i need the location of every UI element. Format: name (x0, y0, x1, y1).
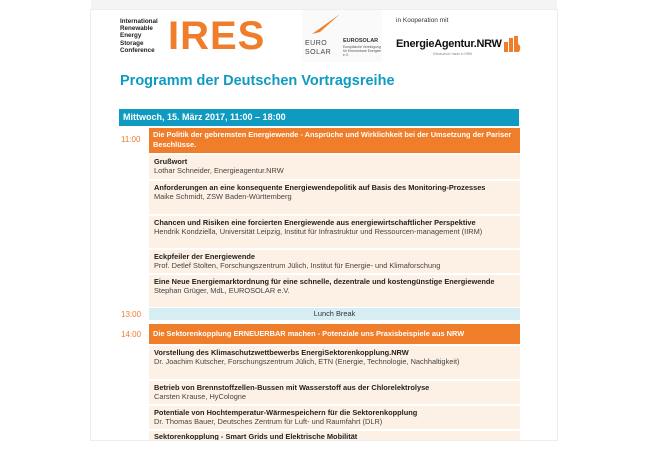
day-header: Mittwoch, 15. März 2017, 11:00 – 18:00 (119, 109, 519, 126)
svg-text:SOLAR: SOLAR (305, 49, 332, 56)
talk-speaker: Maike Schmidt, ZSW Baden-Württemberg (154, 192, 292, 201)
talk-speaker: Lothar Schneider, Energieagentur.NRW (154, 166, 284, 175)
energieagentur-mark-icon (504, 36, 522, 52)
talk-item (149, 275, 520, 307)
energieagentur-logo: EnergieAgentur.NRW (396, 38, 502, 50)
talk-speaker: Carsten Krause, HyCologne (154, 392, 247, 401)
talk-title: Potentiale von Hochtemperatur-Wärmespeichern für die Sektorenkopplung (154, 408, 418, 417)
session-time: 11:00 (121, 135, 141, 144)
talk-speaker: Stephan Grüger, MdL, EUROSOLAR e.V. (154, 286, 290, 295)
talk-title: Eine Neue Energiemarktordnung für eine schnelle, dezentrale und kostengünstige Energiewende (154, 277, 495, 286)
session-title: Die Sektorenkopplung ERNEUERBAR machen - Potenziale uns Praxisbeispiele aus NRW (149, 324, 520, 344)
eurosolar-name: EUROSOLAR (343, 38, 379, 44)
talk-title: Chancen und Risiken eine forcierten Energiewende aus energiewirtschaftlicher Perspektive (154, 218, 476, 227)
talk-title: Grußwort (154, 157, 188, 166)
top-band (91, 0, 557, 10)
eurosolar-logo-icon (304, 12, 342, 60)
svg-text:EURO: EURO (305, 40, 328, 47)
conference-line: Conference (120, 46, 155, 54)
talk-item (149, 181, 520, 214)
session-time: 14:00 (121, 330, 142, 339)
conference-line: Energy (120, 32, 142, 40)
talk-item (149, 216, 520, 248)
talk-item (149, 431, 520, 440)
talk-speaker: Prof. Detlef Stolten, Forschungszentrum Jülich, Institut für Energie- und Klimaforschung (154, 261, 441, 270)
talk-title: Betrieb von Brennstoffzellen-Bussen mit Wasserstoff aus der Chlorelektrolyse (154, 383, 430, 392)
talk-speaker: Dr. Thomas Bauer, Deutsches Zentrum für Luft- und Raumfahrt (DLR) (154, 417, 383, 426)
eurosolar-description: Europäische Vereinigung für Erneuerbare Energien e.V. (343, 45, 382, 57)
ires-logo: IRES (168, 14, 266, 58)
talk-title: Vorstellung des Klimaschutzwettbewerbs EnergiSektorenkopplung.NRW (154, 348, 409, 357)
talk-title: Eckpfeiler der Energiewende (154, 252, 256, 261)
talk-speaker: Hendrik Kondziella, Universität Leipzig, Institut für Infrastruktur und Ressourcen-management (IIRM) (154, 227, 483, 236)
conference-line: Renewable (120, 25, 153, 33)
talk-item (149, 346, 520, 379)
conference-line: Storage (120, 39, 144, 47)
talk-item (149, 381, 520, 404)
talk-item (149, 406, 520, 429)
conference-name (120, 18, 168, 54)
session-title: Die Politik der gebremsten Energiewende - Ansprüche und Wirklichkeit bei der Umsetzung der Pariser Beschlüsse. (149, 128, 520, 153)
lunch-time: 13:00 (121, 310, 142, 319)
talk-title: Sektorenkopplung - Smart Grids und Elektrische Mobilität (154, 432, 358, 440)
lunch-break: Lunch Break (149, 308, 520, 320)
conference-line: International (120, 18, 158, 25)
talk-item (149, 250, 520, 273)
energieagentur-tagline: Klimaschutz made in NRW (433, 52, 473, 56)
talk-title: Anforderungen an eine konsequente Energiewendepolitik auf Basis des Monitoring-Prozesses (154, 183, 486, 192)
talk-item (149, 155, 520, 179)
cooperation-label: in Kooperation mit (396, 17, 449, 24)
talk-speaker: Dr. Joachim Kutscher, Forschungszentrum Jülich, ETN (Energie, Technologie, Nachhaltigkeit) (154, 357, 460, 366)
page-title: Programm der Deutschen Vortragsreihe (120, 73, 395, 89)
